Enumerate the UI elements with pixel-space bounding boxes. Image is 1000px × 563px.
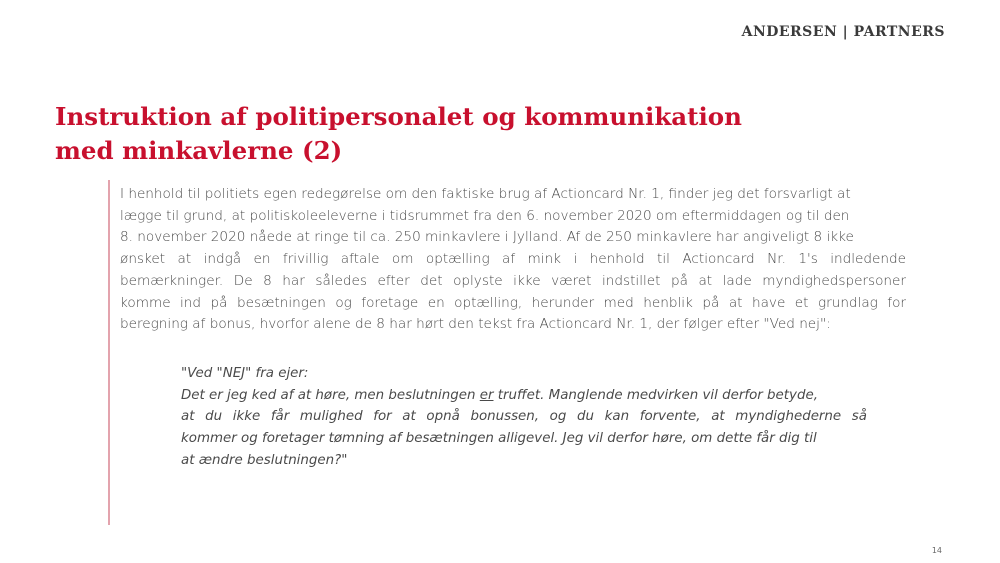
page-number: 14 [931, 546, 942, 555]
vertical-accent-line [108, 180, 110, 525]
quote-line [181, 385, 867, 407]
body-line: komme ind på besætningen og foretage en optælling, herunder med henblik på at have et grundlag for [120, 294, 906, 311]
quote-line: at ændre beslutningen?" [181, 452, 348, 468]
body-line: ønsket at indgå en frivillig aftale om optælling af mink i henhold til Actioncard Nr. 1's indledende [120, 251, 906, 268]
body-line: 8. november 2020 nåede at ringe til ca. 250 minkavlere i Jylland. Af de 250 minkavlere har angiveligt 8 ikke [120, 229, 854, 246]
slide-title [55, 100, 775, 168]
slide-title-line-2: med minkavlerne (2) [55, 136, 343, 165]
body-paragraph [120, 184, 906, 336]
quoted-text-block [181, 363, 867, 472]
quote-line: at du ikke får mulighed for at opnå bonussen, og du kan forvente, at myndighederne så [181, 409, 867, 425]
quote-line-2-end: truffet. Manglende medvirken vil derfor betyde, [493, 387, 818, 403]
quote-underlined-word: er [479, 387, 494, 403]
company-logo: ANDERSEN | PARTNERS [741, 24, 945, 40]
quote-line-2-start: Det er jeg ked af at høre, men beslutningen [181, 387, 480, 403]
body-line: beregning af bonus, hvorfor alene de 8 har hørt den tekst fra Actioncard Nr. 1, der følger efter "Ved nej": [120, 316, 831, 333]
body-line: I henhold til politiets egen redegørelse om den faktiske brug af Actioncard Nr. 1, finder jeg det forsvarligt at [120, 186, 851, 202]
body-line: lægge til grund, at politiskoleeleverne i tidsrummet fra den 6. november 2020 om eftermiddagen og til den [120, 207, 850, 224]
quote-heading: "Ved "NEJ" fra ejer: [181, 366, 309, 381]
body-line: bemærkninger. De 8 har således efter det oplyste ikke været indstillet på at lade myndighedspersoner [120, 272, 906, 289]
quote-line: kommer og foretager tømning af besætningen alligevel. Jeg vil derfor høre, om dette får dig til [181, 431, 817, 447]
slide-title-line-1: Instruktion af politipersonalet og kommunikation [55, 102, 742, 131]
